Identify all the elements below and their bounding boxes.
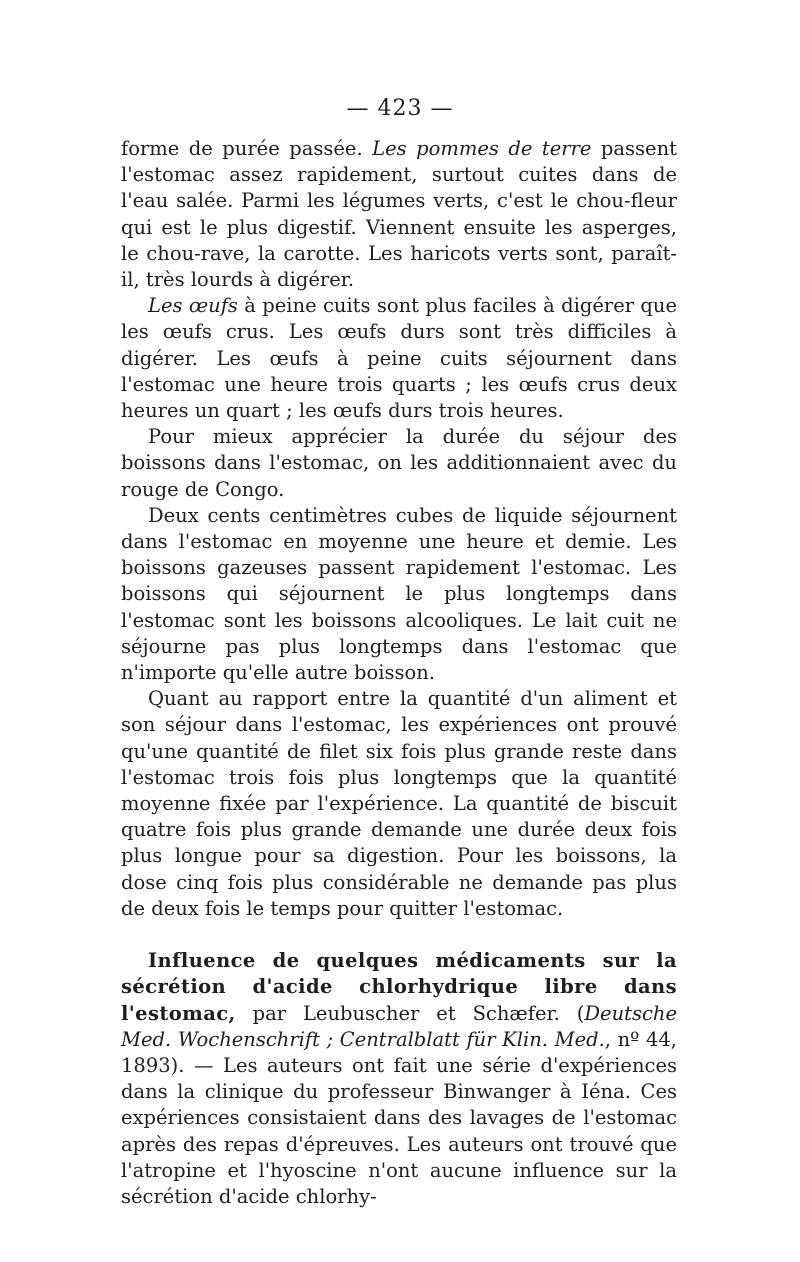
text-run: Quant au rapport entre la quantité d'un aliment et son séjour dans l'estomac, les expériences ont prouvé qu'une quantité de filet six fois plus grande reste dans l'estomac trois fois plus longtemps que la quantité moyenne fixée par l'expérience. La quantité de biscuit quatre fois plus grande demande une durée deux fois plus longue pour sa digestion. Pour les boissons, la dose cinq fois plus considérable ne demande pas plus de deux fois le temps pour quitter l'estomac. [121,687,677,920]
paragraph-eggs [121,293,677,424]
text-run: , nº 44, 1893). — Les auteurs ont fait une série d'expériences dans la clinique du professeur Binwanger à Iéna. Ces expériences consistaient dans des lavages de l'estomac après des repas d'épreuves. Les auteurs ont trouvé que l'atropine et l'hyoscine n'ont aucune influence sur la sécrétion d'acide chlorhy- [121,1027,677,1208]
article-title: Influence de quelques médicaments sur la sécrétion d'acide chlorhydrique libre dans l'estomac, [121,949,677,1025]
section-spacer [121,922,677,948]
text-run: passent l'estomac assez rapidement, surtout cuites dans de l'eau salée. Parmi les légumes verts, c'est le chou-fleur qui est le plus digestif. Viennent ensuite les asperges, le chou-rave, la carotte. Les haricots verts sont, paraît-il, très lourds à digérer. [121,137,677,292]
paragraph-congo-red [121,424,677,503]
text-run: forme de purée passée. [121,137,373,160]
paragraph-quantity [121,686,677,922]
text-run: à peine cuits sont plus faciles à digérer que les œufs crus. Les œufs durs sont très difficiles à digérer. Les œufs à peine cuits séjournent dans l'estomac une heure trois quarts ; les œufs crus deux heures un quart ; les œufs durs trois heures. [121,294,677,423]
body-text [121,136,677,1210]
italic-run: Les pommes de terre [372,137,592,160]
text-run: Deux cents centimètres cubes de liquide séjournent dans l'estomac en moyenne une heure et demie. Les boissons gazeuses passent rapidement l'estomac. Les boissons qui séjournent le plus longtemps dans l'estomac sont les boissons alcooliques. Le lait cuit ne séjourne pas plus longtemps dans l'estomac que n'importe qu'elle autre boisson. [121,503,677,685]
page-number: — 423 — [346,96,454,121]
italic-run: Les œufs [148,294,238,318]
paragraph-article-abstract [121,948,677,1210]
text-run: Pour mieux apprécier la durée du séjour des boissons dans l'estomac, on les additionnaient avec du rouge de Congo. [121,425,677,501]
citation-source: Deutsche Med. Wochenschrift ; Centralblatt für Klin. Med. [121,1001,677,1051]
paragraph-potatoes-vegetables [121,136,677,293]
paragraph-drinks [121,503,677,686]
text-run: par Leubuscher et Schæfer. ( [235,1001,585,1025]
